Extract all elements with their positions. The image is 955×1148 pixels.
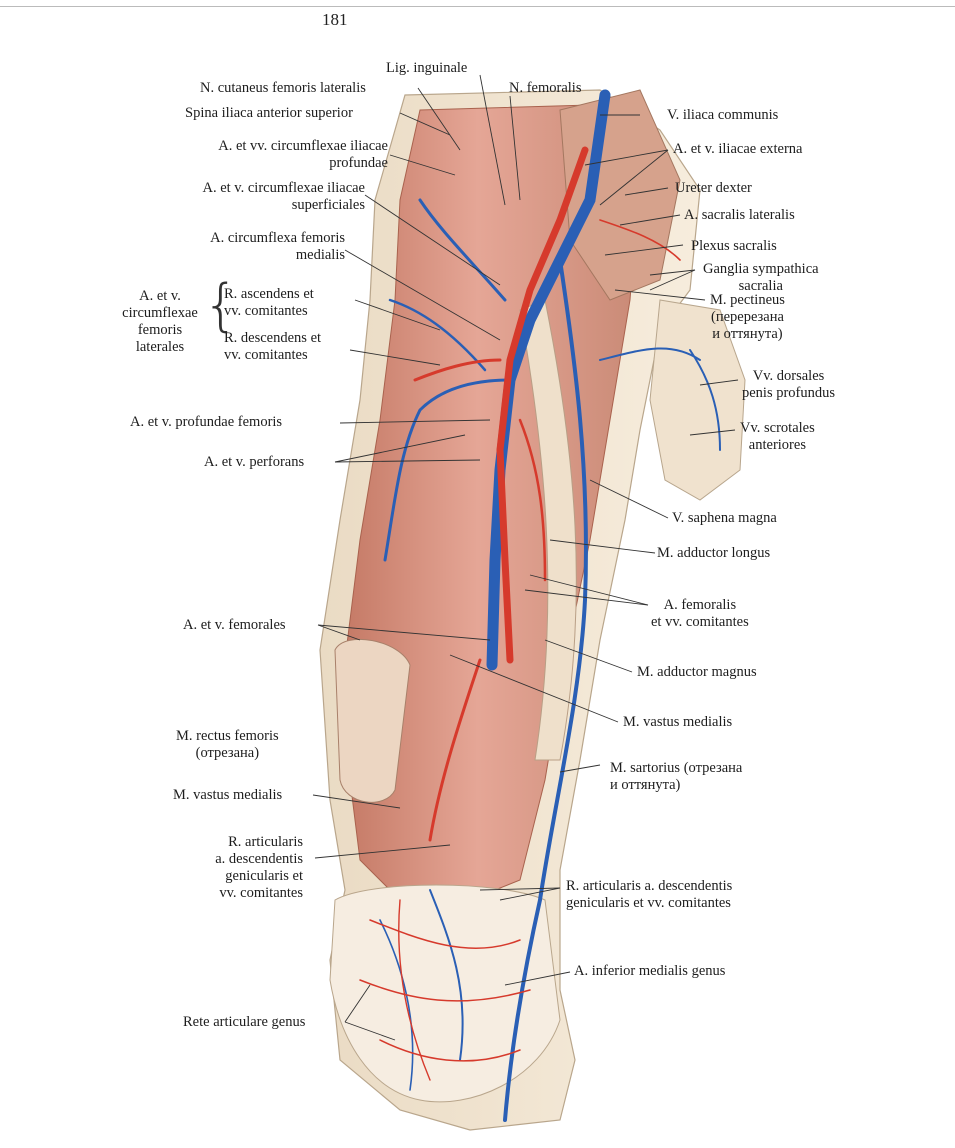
- label-line: A. femoralis: [663, 597, 737, 613]
- label-n-femoralis: N. femoralis: [509, 80, 582, 96]
- label-line: (отрезана): [195, 745, 260, 761]
- label-line: sacralia: [738, 278, 783, 294]
- brace-upper: {: [203, 273, 239, 338]
- label-line: A. et vv. circumflexae iliacae: [218, 138, 388, 154]
- label-spina-iliaca: Spina iliaca anterior superior: [185, 105, 353, 121]
- label-r-articularis-left: [175, 834, 303, 902]
- label-a-v-femorales: A. et v. femorales: [183, 617, 286, 633]
- label-line: A. circumflexa femoris: [210, 230, 345, 246]
- page-number: 181: [322, 10, 348, 29]
- label-line: superficiales: [291, 197, 365, 213]
- label-line: M. rectus femoris: [176, 728, 279, 744]
- label-m-adductor-longus: M. adductor longus: [657, 545, 771, 561]
- label-line: M. sartorius (отрезана: [610, 760, 743, 776]
- label-ganglia-sympathica-sacralia: [703, 261, 819, 295]
- label-m-vastus-medialis-right: M. vastus medialis: [623, 714, 733, 730]
- label-r-descendens: [224, 330, 321, 364]
- label-line: Vv. dorsales: [752, 368, 825, 384]
- label-vv-dorsales-penis: [742, 368, 835, 402]
- label-line: penis profundus: [742, 385, 836, 401]
- label-lig-inguinale: Lig. inguinale: [386, 60, 468, 76]
- label-vv-scrotales-anteriores: [740, 420, 815, 454]
- label-a-v-iliacae-externa: A. et v. iliacae externa: [673, 141, 803, 157]
- label-line: Vv. scrotales: [740, 420, 815, 436]
- label-a-femoralis: [651, 597, 749, 631]
- label-circumflexae-iliacae-superficiales: [160, 180, 365, 214]
- label-line: (перерезана: [710, 309, 784, 325]
- label-r-articularis-right: [566, 878, 732, 912]
- label-line: genicularis et vv. comitantes: [566, 895, 731, 911]
- label-line: genicularis et: [225, 868, 303, 884]
- label-v-saphena-magna: V. saphena magna: [672, 510, 777, 526]
- label-plexus-sacralis: Plexus sacralis: [691, 238, 777, 254]
- label-line: R. articularis a. descendentis: [566, 878, 733, 894]
- label-ureter-dexter: Ureter dexter: [675, 180, 752, 196]
- label-line: R. articularis: [228, 834, 303, 850]
- label-m-adductor-magnus: M. adductor magnus: [637, 664, 757, 680]
- label-line: medialis: [295, 247, 345, 263]
- label-line: vv. comitantes: [224, 303, 308, 319]
- label-a-sacralis-lateralis: A. sacralis lateralis: [684, 207, 795, 223]
- label-line: a. descendentis: [215, 851, 303, 867]
- label-r-ascendens: [224, 286, 314, 320]
- label-line: и оттянута): [712, 326, 783, 342]
- label-circumflexae-femoris-laterales: [114, 288, 206, 356]
- label-a-inferior-medialis-genus: A. inferior medialis genus: [574, 963, 726, 979]
- label-line: R. ascendens et: [224, 286, 314, 302]
- label-line: laterales: [135, 339, 185, 355]
- label-line: profundae: [329, 155, 388, 171]
- label-line: A. et v. circumflexae iliacae: [202, 180, 365, 196]
- label-line: circumflexae: [122, 305, 198, 321]
- label-circumflexa-femoris-medialis: [160, 230, 345, 264]
- label-line: M. pectineus: [710, 292, 785, 308]
- label-profundae-femoris: A. et v. profundae femoris: [130, 414, 283, 430]
- label-line: et vv. comitantes: [651, 614, 749, 630]
- label-line: R. descendens et: [224, 330, 322, 346]
- label-m-pectineus: [710, 292, 785, 343]
- label-m-vastus-medialis-left: M. vastus medialis: [173, 787, 283, 803]
- label-m-rectus-femoris: [176, 728, 279, 762]
- label-v-iliaca-communis: V. iliaca communis: [667, 107, 779, 123]
- label-line: vv. comitantes: [219, 885, 303, 901]
- label-line: Ganglia sympathica: [703, 261, 819, 277]
- label-perforans: A. et v. perforans: [204, 454, 305, 470]
- label-rete-articulare-genus: Rete articulare genus: [183, 1014, 306, 1030]
- label-line: femoris: [137, 322, 183, 338]
- label-circumflexae-iliacae-profundae: [175, 138, 388, 172]
- label-line: anteriores: [748, 437, 806, 453]
- label-line: A. et v.: [139, 288, 181, 304]
- label-line: и оттянута): [610, 777, 681, 793]
- label-line: vv. comitantes: [224, 347, 308, 363]
- label-n-cutaneus-femoris-lateralis: N. cutaneus femoris lateralis: [200, 80, 366, 96]
- label-m-sartorius: [610, 760, 742, 794]
